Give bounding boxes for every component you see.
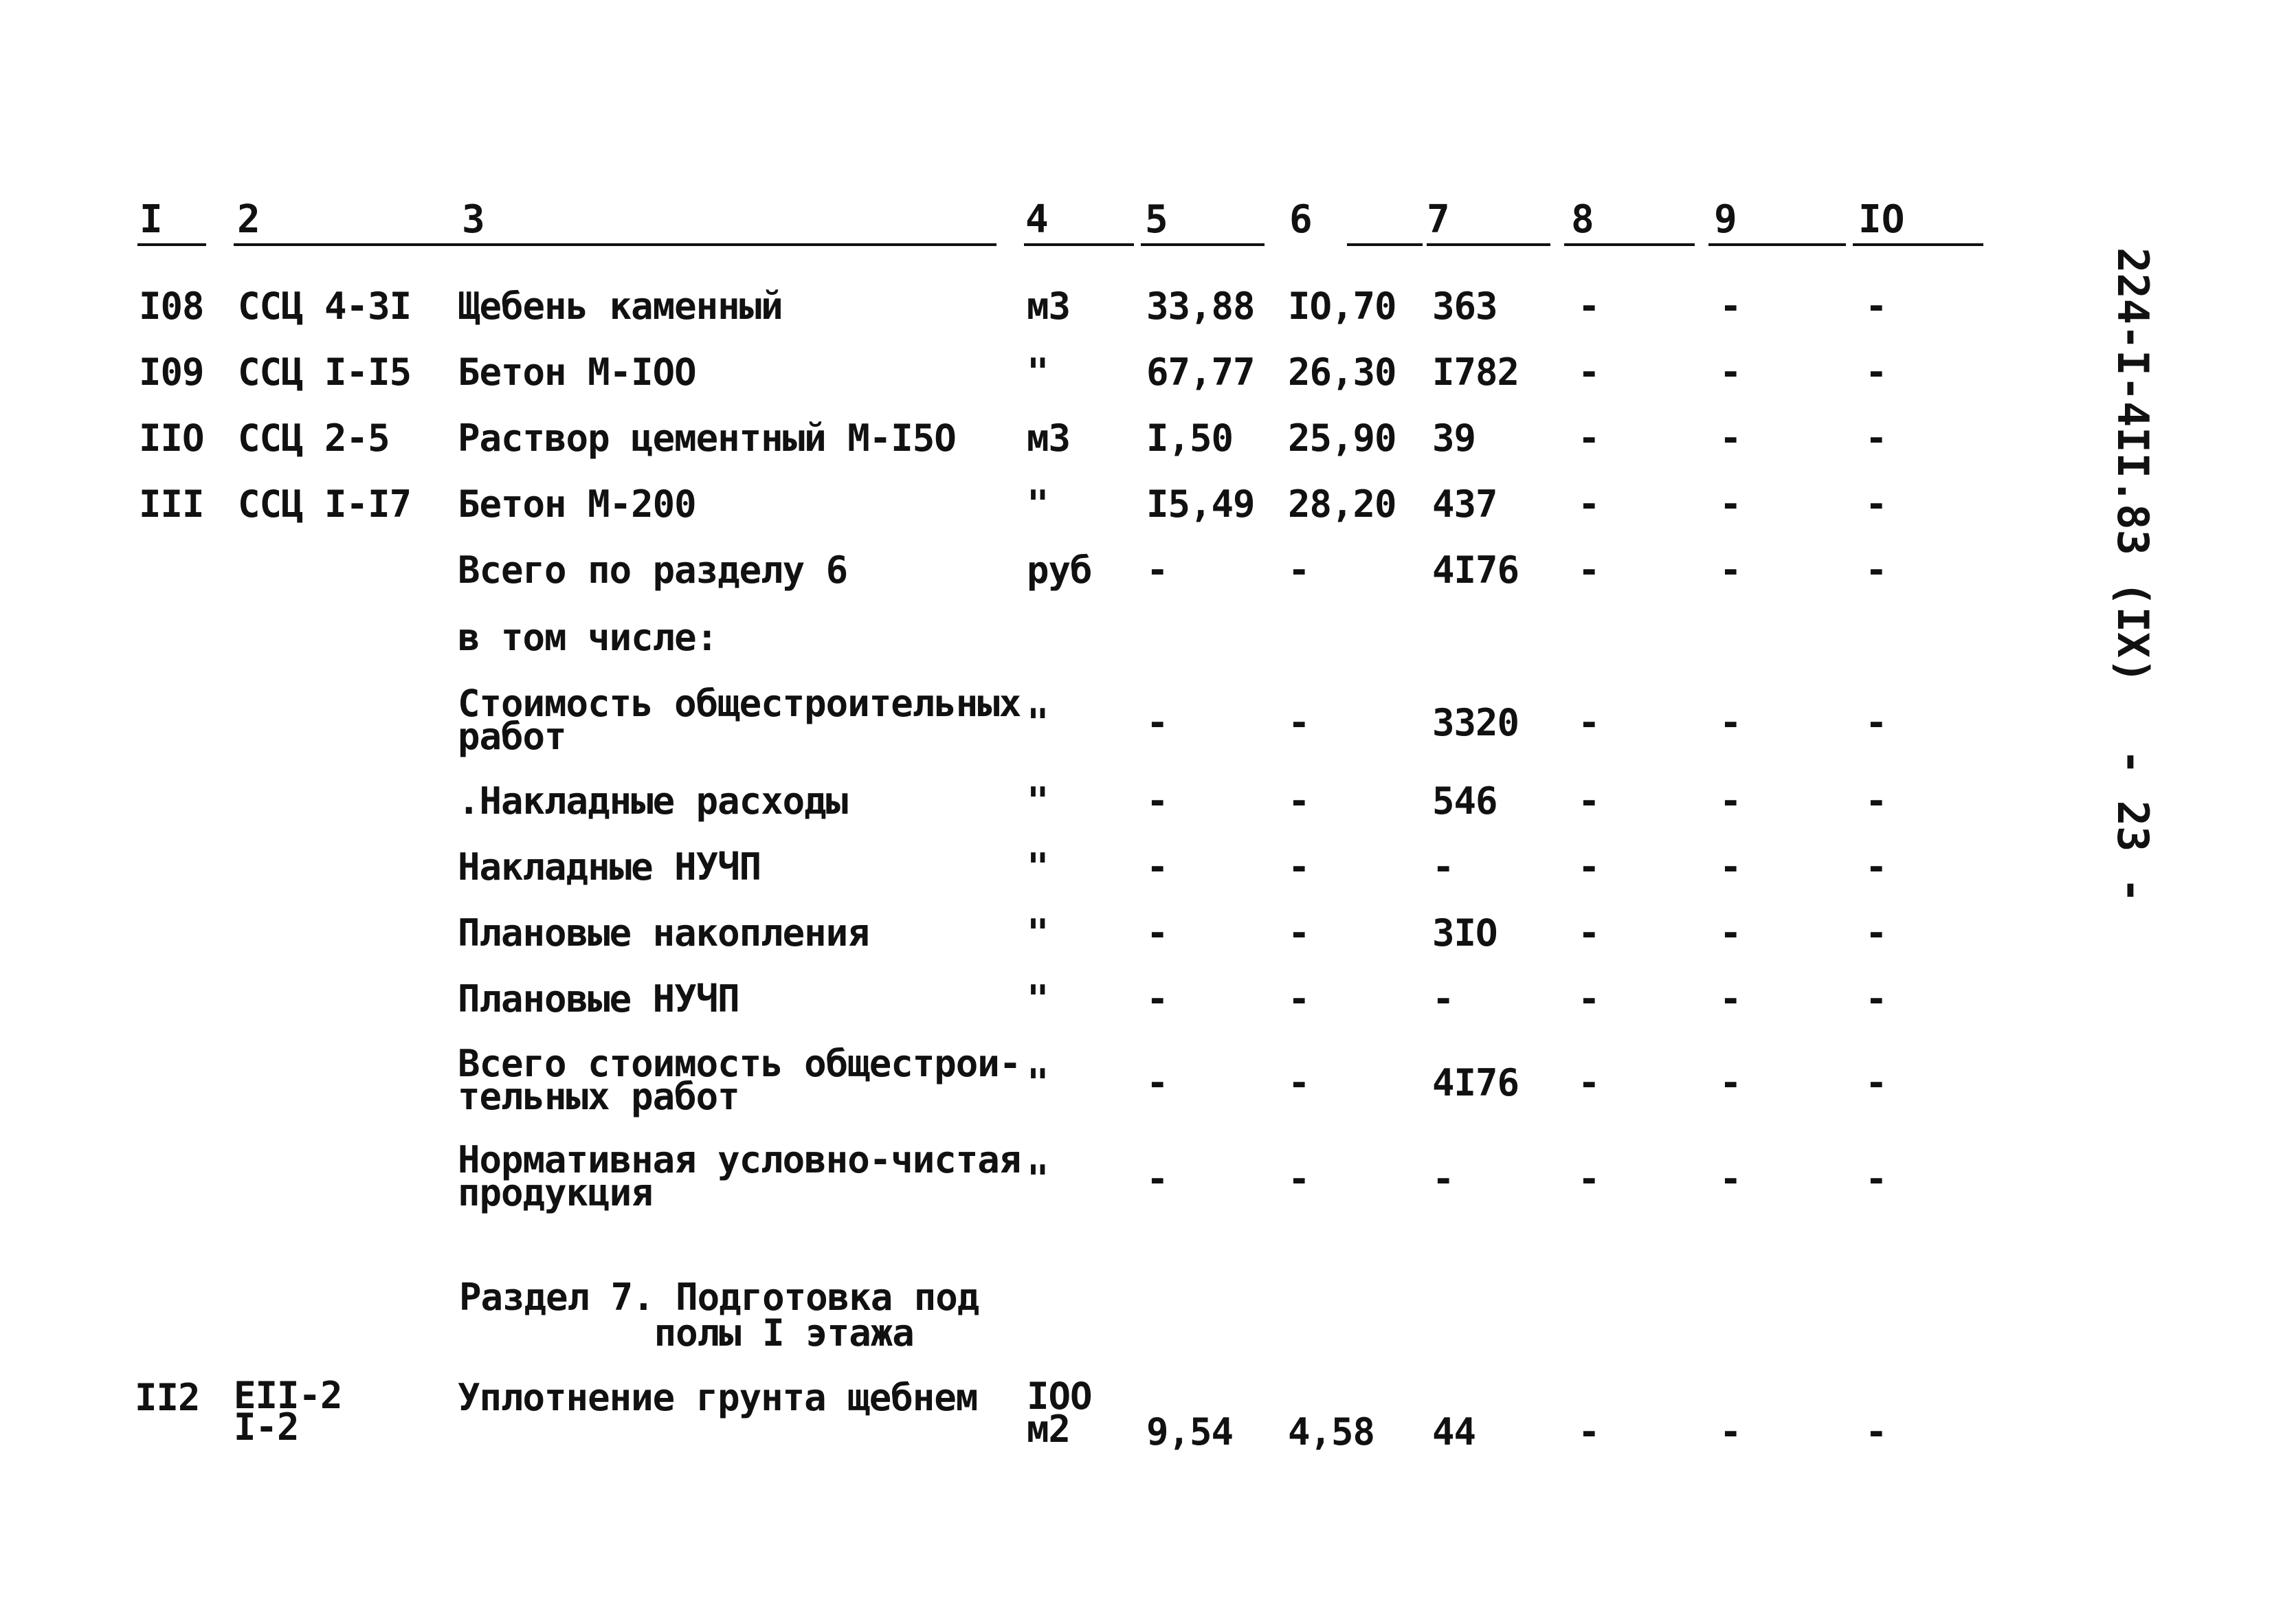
- col-header-7: 7: [1427, 197, 1450, 242]
- row-col7: 3IO: [1432, 911, 1497, 955]
- row-unit: IOO м2: [1027, 1375, 1092, 1451]
- header-rule: [1427, 243, 1550, 246]
- row-col8: -: [1578, 1157, 1600, 1201]
- row-col5: -: [1146, 701, 1168, 744]
- row-unit: ": [1027, 1157, 1049, 1201]
- col-header-3: 3: [462, 197, 485, 242]
- row-col7: 437: [1432, 482, 1497, 526]
- row-name: Бетон М-200: [458, 482, 696, 526]
- row-col10: -: [1865, 977, 1887, 1021]
- header-rule: [1141, 243, 1265, 246]
- row-unit: ": [1027, 1061, 1049, 1104]
- row-unit: ": [1027, 845, 1049, 889]
- row-col6: -: [1288, 701, 1310, 744]
- row-col8: -: [1578, 351, 1600, 394]
- row-unit: ": [1027, 911, 1049, 955]
- row-unit: ": [1027, 701, 1049, 744]
- row-col7: -: [1432, 977, 1454, 1021]
- row-col7: 39: [1432, 416, 1476, 460]
- row-col6: -: [1288, 911, 1310, 955]
- row-col6: IO,70: [1288, 285, 1396, 328]
- row-unit: м3: [1027, 416, 1071, 460]
- header-rule: [460, 243, 996, 246]
- row-col5: 33,88: [1146, 285, 1255, 328]
- header-rule: [1853, 243, 1983, 246]
- row-col7: 4I76: [1432, 1061, 1519, 1104]
- row-number: III: [139, 482, 204, 526]
- row-code: ССЦ I-I5: [238, 351, 412, 394]
- header-rule: [1708, 243, 1846, 246]
- row-name: Раствор цементный М-I5O: [458, 416, 956, 460]
- row-col5: -: [1146, 779, 1168, 823]
- row-col7: 4I76: [1432, 548, 1519, 592]
- row-col6: 4,58: [1288, 1410, 1375, 1454]
- row-col5: 67,77: [1146, 351, 1255, 394]
- row-unit: м3: [1027, 285, 1071, 328]
- row-col5: -: [1146, 911, 1168, 955]
- row-col7: 546: [1432, 779, 1497, 823]
- row-col10: -: [1865, 1061, 1887, 1104]
- row-col8: -: [1578, 285, 1600, 328]
- row-col9: -: [1719, 548, 1741, 592]
- row-code: ССЦ 4-3I: [238, 285, 412, 328]
- row-col9: -: [1719, 1410, 1741, 1454]
- row-col10: -: [1865, 285, 1887, 328]
- row-name: Стоимость общестроительных работ: [458, 682, 1021, 758]
- row-col5: -: [1146, 845, 1168, 889]
- row-col8: -: [1578, 416, 1600, 460]
- row-col8: -: [1578, 1410, 1600, 1454]
- row-unit: ": [1027, 977, 1049, 1021]
- row-col5: 9,54: [1146, 1410, 1234, 1454]
- row-col6: -: [1288, 1061, 1310, 1104]
- row-col5: I,50: [1146, 416, 1234, 460]
- row-col9: -: [1719, 416, 1741, 460]
- row-col7: 44: [1432, 1410, 1476, 1454]
- row-col9: -: [1719, 1157, 1741, 1201]
- row-col6: -: [1288, 548, 1310, 592]
- row-unit: ": [1027, 482, 1049, 526]
- row-col8: -: [1578, 1061, 1600, 1104]
- row-col9: -: [1719, 911, 1741, 955]
- row-col8: -: [1578, 977, 1600, 1021]
- row-unit: ": [1027, 779, 1049, 823]
- col-header-9: 9: [1714, 197, 1737, 242]
- row-col8: -: [1578, 911, 1600, 955]
- row-col5: -: [1146, 548, 1168, 592]
- row-col6: 25,90: [1288, 416, 1396, 460]
- row-name: .Накладные расходы: [458, 779, 848, 823]
- row-col6: -: [1288, 977, 1310, 1021]
- row-col6: -: [1288, 779, 1310, 823]
- row-col10: -: [1865, 351, 1887, 394]
- row-number: I09: [139, 351, 204, 394]
- col-header-2: 2: [237, 197, 260, 242]
- row-col5: -: [1146, 977, 1168, 1021]
- row-code: ССЦ 2-5: [238, 416, 390, 460]
- row-col10: -: [1865, 701, 1887, 744]
- header-rule: [1564, 243, 1695, 246]
- row-col9: -: [1719, 1061, 1741, 1104]
- row-name: Уплотнение грунта щебнем: [458, 1376, 978, 1419]
- row-col8: -: [1578, 779, 1600, 823]
- row-code: ССЦ I-I7: [238, 482, 412, 526]
- row-unit: руб: [1027, 548, 1092, 592]
- row-col9: -: [1719, 351, 1741, 394]
- row-col6: 28,20: [1288, 482, 1396, 526]
- page-number: - 23 -: [2108, 749, 2158, 903]
- row-col8: -: [1578, 548, 1600, 592]
- row-col5: I5,49: [1146, 482, 1255, 526]
- row-code: EII-2 I-2: [234, 1374, 342, 1449]
- row-col9: -: [1719, 977, 1741, 1021]
- row-name: Плановые накопления: [458, 911, 869, 955]
- col-header-1: I: [140, 197, 163, 242]
- row-col6: 26,30: [1288, 351, 1396, 394]
- row-col9: -: [1719, 779, 1741, 823]
- row-name: Всего стоимость общестрои- тельных работ: [458, 1042, 1021, 1118]
- section-title: Раздел 7. Подготовка под полы I этажа: [459, 1276, 979, 1355]
- col-header-6: 6: [1289, 197, 1313, 242]
- row-col7: 3320: [1432, 701, 1519, 744]
- row-col7: -: [1432, 845, 1454, 889]
- row-number: II2: [135, 1376, 200, 1419]
- row-number: I08: [139, 285, 204, 328]
- row-col10: -: [1865, 482, 1887, 526]
- row-col8: -: [1578, 482, 1600, 526]
- row-col10: -: [1865, 548, 1887, 592]
- row-name: Накладные НУЧП: [458, 845, 761, 889]
- row-col10: -: [1865, 845, 1887, 889]
- col-header-4: 4: [1025, 197, 1049, 242]
- row-col5: -: [1146, 1157, 1168, 1201]
- row-col9: -: [1719, 285, 1741, 328]
- header-rule: [1024, 243, 1134, 246]
- document-code: 224-I-4II.83 (IX): [2108, 247, 2158, 684]
- col-header-8: 8: [1571, 197, 1594, 242]
- header-rule: [234, 243, 460, 246]
- header-rule: [1347, 243, 1423, 246]
- row-col6: -: [1288, 845, 1310, 889]
- row-name: Щебень каменный: [458, 285, 783, 328]
- row-name: Всего по разделу 6: [458, 548, 848, 592]
- row-col10: -: [1865, 416, 1887, 460]
- header-rule: [137, 243, 206, 246]
- row-number: IIO: [139, 416, 204, 460]
- row-name: Плановые НУЧП: [458, 977, 739, 1021]
- row-col7: I782: [1432, 351, 1519, 394]
- row-col10: -: [1865, 911, 1887, 955]
- row-name: Нормативная условно-чистая продукция: [458, 1138, 1021, 1214]
- row-col9: -: [1719, 845, 1741, 889]
- row-col5: -: [1146, 1061, 1168, 1104]
- row-col7: 363: [1432, 285, 1497, 328]
- row-name: Бетон М-IOO: [458, 351, 696, 394]
- col-header-10: IO: [1858, 197, 1905, 242]
- row-col6: -: [1288, 1157, 1310, 1201]
- row-col8: -: [1578, 701, 1600, 744]
- row-col10: -: [1865, 779, 1887, 823]
- row-col10: -: [1865, 1157, 1887, 1201]
- row-unit: ": [1027, 351, 1049, 394]
- col-header-5: 5: [1145, 197, 1168, 242]
- row-col7: -: [1432, 1157, 1454, 1201]
- row-name: в том числе:: [458, 616, 718, 659]
- row-col9: -: [1719, 482, 1741, 526]
- row-col10: -: [1865, 1410, 1887, 1454]
- row-col8: -: [1578, 845, 1600, 889]
- row-col9: -: [1719, 701, 1741, 744]
